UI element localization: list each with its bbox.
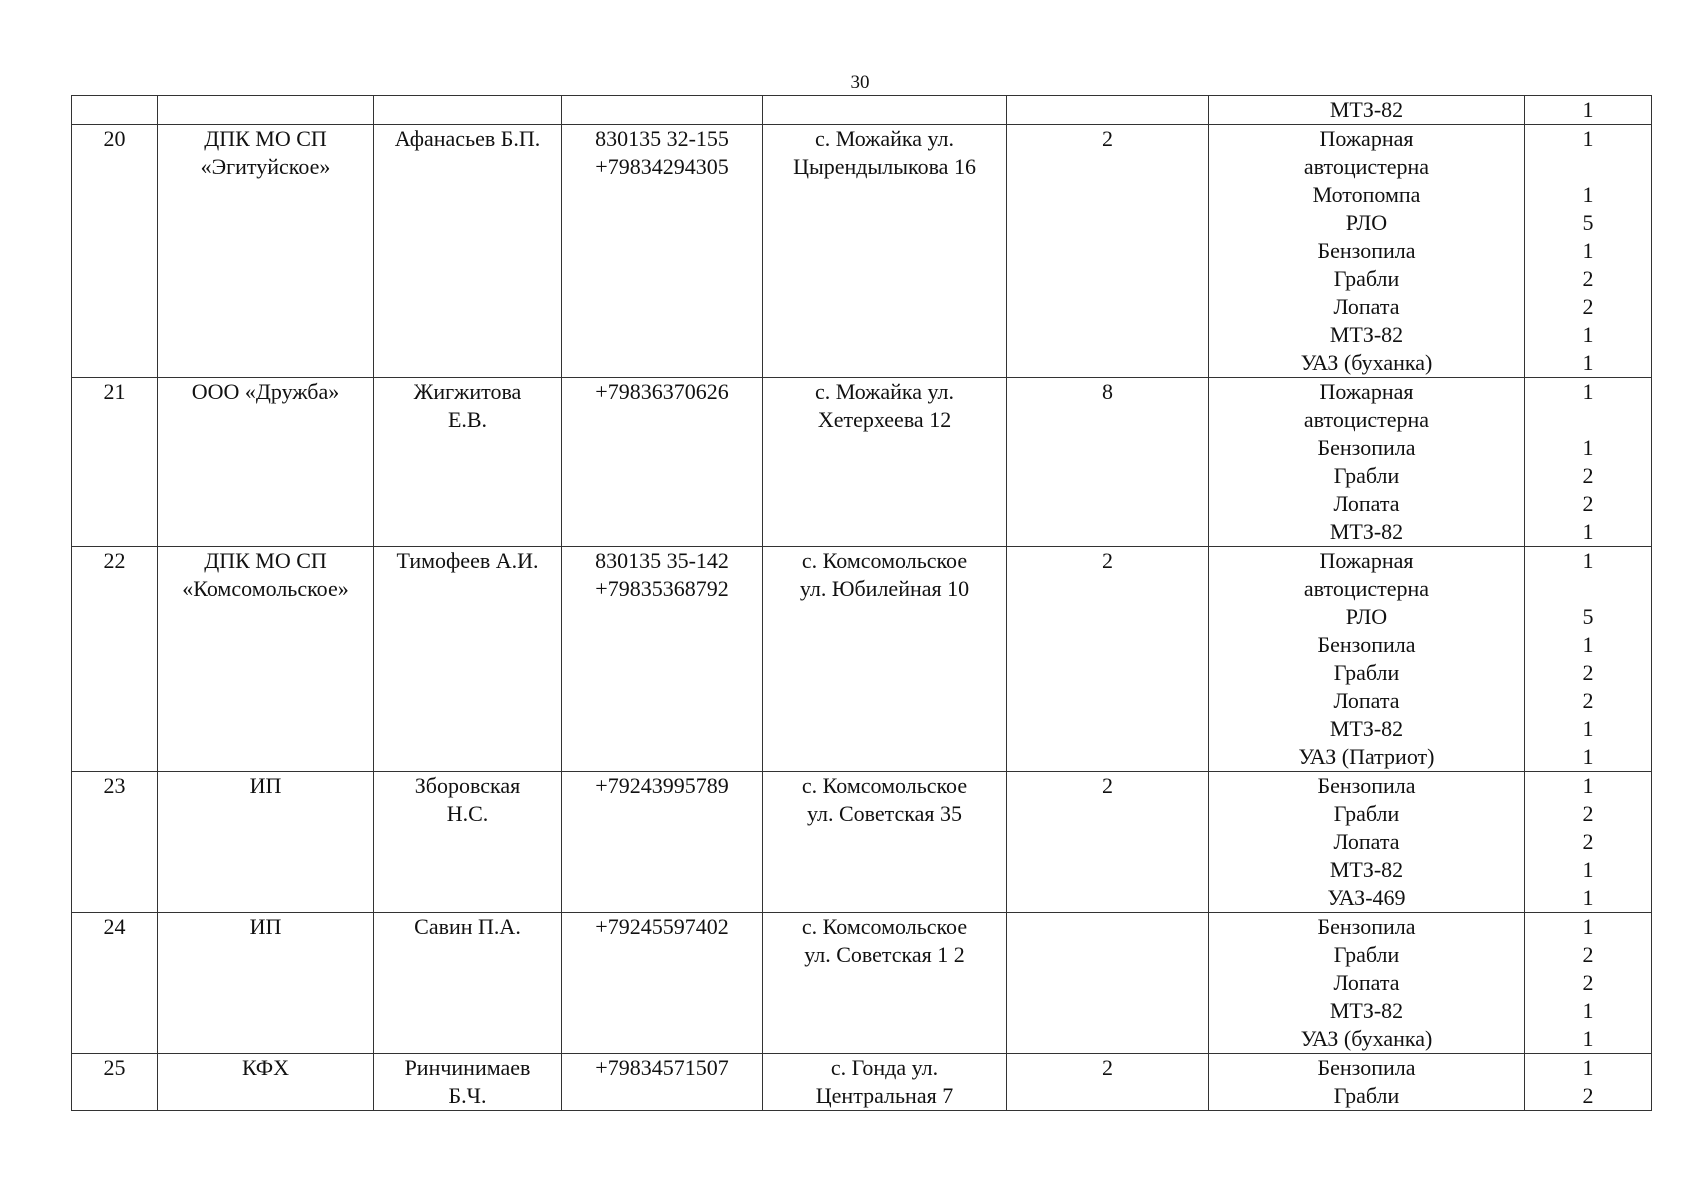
equipment-item: автоцистерна: [1303, 154, 1430, 179]
equipment-item: Лопата: [1333, 829, 1400, 854]
equipment-item: Лопата: [1333, 688, 1400, 713]
staff-count: [1011, 913, 1204, 941]
equipment-qty: 1: [1582, 182, 1594, 207]
equipment-item: МТЗ-82: [1329, 97, 1404, 122]
equipment-item: МТЗ-82: [1329, 322, 1404, 347]
equipment-qty: 2: [1582, 491, 1594, 516]
cell-head-line: Афанасьев Б.П.: [394, 126, 541, 151]
cell-head: [374, 125, 562, 378]
table-row: [72, 547, 1652, 772]
equipment-qty: 1: [1582, 435, 1594, 460]
cell-count: [1007, 1054, 1209, 1111]
cell-head: [374, 96, 562, 125]
equipment-qty: 2: [1582, 463, 1594, 488]
cell-organization-line: «Эгитуйское»: [200, 154, 331, 179]
equipment-qty: 1: [1582, 97, 1594, 122]
cell-head: [374, 547, 562, 772]
cell-address-line: Центральная 7: [815, 1083, 954, 1108]
equipment-qty: 5: [1582, 604, 1594, 629]
cell-equipment: [1209, 772, 1525, 913]
table-row: [72, 1054, 1652, 1111]
equipment-qty: 1: [1582, 632, 1594, 657]
equipment-item: автоцистерна: [1303, 407, 1430, 432]
cell-quantity: [1525, 547, 1652, 772]
cell-address: [763, 96, 1007, 125]
cell-number: [72, 913, 158, 1054]
cell-quantity: [1525, 1054, 1652, 1111]
equipment-item: РЛО: [1345, 210, 1388, 235]
row-number: 24: [103, 914, 126, 939]
cell-organization: [158, 547, 374, 772]
equipment-item: Бензопила: [1317, 435, 1416, 460]
equipment-qty: 1: [1582, 885, 1594, 910]
cell-number: [72, 96, 158, 125]
row-number: 20: [103, 126, 126, 151]
equipment-qty: 2: [1582, 801, 1594, 826]
cell-organization-line: «Комсомольское»: [182, 576, 349, 601]
equipment-item: Бензопила: [1317, 632, 1416, 657]
cell-phone-line: +79245597402: [595, 914, 729, 939]
equipment-qty: 1: [1582, 744, 1594, 769]
cell-number: [72, 378, 158, 547]
equipment-qty: 1: [1582, 322, 1594, 347]
equipment-item: Лопата: [1333, 294, 1400, 319]
equipment-item: Грабли: [1333, 1083, 1400, 1108]
row-number: 21: [103, 379, 126, 404]
equipment-qty: 1: [1582, 548, 1594, 573]
equipment-item: Пожарная: [1319, 126, 1414, 151]
equipment-qty: 2: [1582, 1083, 1594, 1108]
cell-address-line: с. Можайка ул.: [814, 126, 955, 151]
cell-head: [374, 772, 562, 913]
cell-head-line: Савин П.А.: [414, 914, 521, 939]
cell-organization: [158, 378, 374, 547]
cell-phone: [562, 96, 763, 125]
cell-head: [374, 913, 562, 1054]
cell-address: [763, 772, 1007, 913]
cell-phone: [562, 772, 763, 913]
cell-equipment: [1209, 913, 1525, 1054]
row-number: 23: [103, 773, 126, 798]
equipment-qty: 1: [1582, 238, 1594, 263]
row-number: 25: [103, 1055, 126, 1080]
cell-count: [1007, 913, 1209, 1054]
cell-phone: [562, 547, 763, 772]
staff-count: 2: [1102, 548, 1113, 573]
staff-count: 2: [1102, 1055, 1113, 1080]
cell-number: [72, 772, 158, 913]
cell-head: [374, 378, 562, 547]
equipment-item: Лопата: [1333, 491, 1400, 516]
cell-count: [1007, 125, 1209, 378]
cell-address-line: ул. Советская 35: [806, 801, 963, 826]
cell-organization-line: ИП: [249, 773, 282, 798]
qty-spacer: [1529, 153, 1647, 181]
cell-address: [763, 547, 1007, 772]
equipment-qty: 1: [1582, 773, 1594, 798]
equipment-item: УАЗ-469: [1327, 885, 1406, 910]
equipment-qty: 5: [1582, 210, 1594, 235]
table-row: [72, 772, 1652, 913]
equipment-item: МТЗ-82: [1329, 519, 1404, 544]
table-row: [72, 125, 1652, 378]
cell-organization-line: КФХ: [242, 1055, 289, 1080]
cell-head-line: Б.Ч.: [448, 1083, 487, 1108]
equipment-qty: 1: [1582, 519, 1594, 544]
cell-number: [72, 547, 158, 772]
cell-count: [1007, 378, 1209, 547]
cell-address-line: Цырендылыкова 16: [793, 154, 976, 179]
cell-number: [72, 125, 158, 378]
cell-head: [374, 1054, 562, 1111]
equipment-item: Бензопила: [1317, 238, 1416, 263]
cell-phone-line: 830135 32-155: [595, 126, 729, 151]
equipment-qty: 2: [1582, 660, 1594, 685]
cell-equipment: [1209, 378, 1525, 547]
cell-address-line: ул. Юбилейная 10: [799, 576, 970, 601]
cell-equipment: [1209, 547, 1525, 772]
cell-organization-line: ДПК МО СП: [204, 548, 327, 573]
cell-quantity: [1525, 96, 1652, 125]
cell-address: [763, 1054, 1007, 1111]
cell-organization: [158, 772, 374, 913]
cell-head-line: Ринчинимаев: [404, 1055, 531, 1080]
equipment-qty: 1: [1582, 1026, 1594, 1051]
cell-quantity: [1525, 913, 1652, 1054]
cell-equipment: [1209, 1054, 1525, 1111]
cell-organization: [158, 96, 374, 125]
cell-organization-line: ДПК МО СП: [204, 126, 327, 151]
cell-phone: [562, 378, 763, 547]
page-number: 30: [850, 72, 870, 93]
equipment-item: Пожарная: [1319, 548, 1414, 573]
equipment-qty: 1: [1582, 379, 1594, 404]
equipment-qty: 1: [1582, 1055, 1594, 1080]
equipment-item: УАЗ (буханка): [1300, 350, 1433, 375]
equipment-item: Бензопила: [1317, 773, 1416, 798]
table-row: [72, 913, 1652, 1054]
equipment-qty: 2: [1582, 829, 1594, 854]
staff-count: 8: [1102, 379, 1113, 404]
cell-equipment: [1209, 96, 1525, 125]
equipment-item: Лопата: [1333, 970, 1400, 995]
cell-phone: [562, 1054, 763, 1111]
cell-phone-line: +79834294305: [595, 154, 729, 179]
cell-organization: [158, 125, 374, 378]
cell-address-line: с. Комсомольское: [801, 773, 968, 798]
cell-address-line: с. Комсомольское: [801, 548, 968, 573]
cell-equipment: [1209, 125, 1525, 378]
equipment-item: МТЗ-82: [1329, 998, 1404, 1023]
cell-phone-line: +79243995789: [595, 773, 729, 798]
row-number: 22: [103, 548, 126, 573]
staff-count: 2: [1102, 773, 1113, 798]
cell-quantity: [1525, 772, 1652, 913]
cell-address: [763, 913, 1007, 1054]
cell-head-line: Тимофеев А.И.: [396, 548, 539, 573]
cell-organization: [158, 913, 374, 1054]
qty-spacer: [1529, 406, 1647, 434]
equipment-item: Грабли: [1333, 942, 1400, 967]
cell-phone-line: +79835368792: [595, 576, 729, 601]
equipment-item: Грабли: [1333, 801, 1400, 826]
cell-head-line: Е.В.: [447, 407, 488, 432]
cell-organization-line: ИП: [249, 914, 282, 939]
cell-count: [1007, 547, 1209, 772]
equipment-qty: 1: [1582, 914, 1594, 939]
cell-head-line: Н.С.: [446, 801, 489, 826]
equipment-qty: 2: [1582, 942, 1594, 967]
cell-address-line: с. Можайка ул.: [814, 379, 955, 404]
equipment-qty: 2: [1582, 688, 1594, 713]
cell-phone: [562, 913, 763, 1054]
cell-number: [72, 1054, 158, 1111]
cell-phone-line: +79836370626: [595, 379, 729, 404]
equipment-qty: 1: [1582, 716, 1594, 741]
cell-head-line: Жигжитова: [413, 379, 522, 404]
equipment-qty: 1: [1582, 126, 1594, 151]
cell-quantity: [1525, 125, 1652, 378]
equipment-item: РЛО: [1345, 604, 1388, 629]
equipment-qty: 1: [1582, 998, 1594, 1023]
cell-address: [763, 125, 1007, 378]
cell-phone-line: +79834571507: [595, 1055, 729, 1080]
equipment-item: Бензопила: [1317, 914, 1416, 939]
cell-address-line: ул. Советская 1 2: [804, 942, 965, 967]
cell-address-line: с. Комсомольское: [801, 914, 968, 939]
equipment-item: Грабли: [1333, 266, 1400, 291]
cell-address-line: с. Гонда ул.: [830, 1055, 939, 1080]
equipment-item: МТЗ-82: [1329, 716, 1404, 741]
cell-organization-line: ООО «Дружба»: [191, 379, 340, 404]
equipment-qty: 2: [1582, 266, 1594, 291]
equipment-qty: 1: [1582, 350, 1594, 375]
cell-phone-line: 830135 35-142: [595, 548, 729, 573]
equipment-table: [71, 95, 1652, 1111]
cell-quantity: [1525, 378, 1652, 547]
cell-address: [763, 378, 1007, 547]
cell-head-line: Зборовская: [414, 773, 521, 798]
equipment-item: Бензопила: [1317, 1055, 1416, 1080]
equipment-item: Пожарная: [1319, 379, 1414, 404]
table-body: [72, 96, 1652, 1111]
cell-count: [1007, 772, 1209, 913]
cell-address-line: Хетерхеева 12: [817, 407, 952, 432]
cell-count: [1007, 96, 1209, 125]
qty-spacer: [1529, 575, 1647, 603]
equipment-item: Мотопомпа: [1312, 182, 1421, 207]
equipment-item: автоцистерна: [1303, 576, 1430, 601]
equipment-qty: 2: [1582, 970, 1594, 995]
equipment-item: УАЗ (Патриот): [1298, 744, 1435, 769]
equipment-qty: 2: [1582, 294, 1594, 319]
continuation-row: [72, 96, 1652, 125]
cell-organization: [158, 1054, 374, 1111]
equipment-item: МТЗ-82: [1329, 857, 1404, 882]
table-row: [72, 378, 1652, 547]
staff-count: 2: [1102, 126, 1113, 151]
equipment-item: УАЗ (буханка): [1300, 1026, 1433, 1051]
equipment-item: Грабли: [1333, 463, 1400, 488]
equipment-item: Грабли: [1333, 660, 1400, 685]
equipment-qty: 1: [1582, 857, 1594, 882]
cell-phone: [562, 125, 763, 378]
